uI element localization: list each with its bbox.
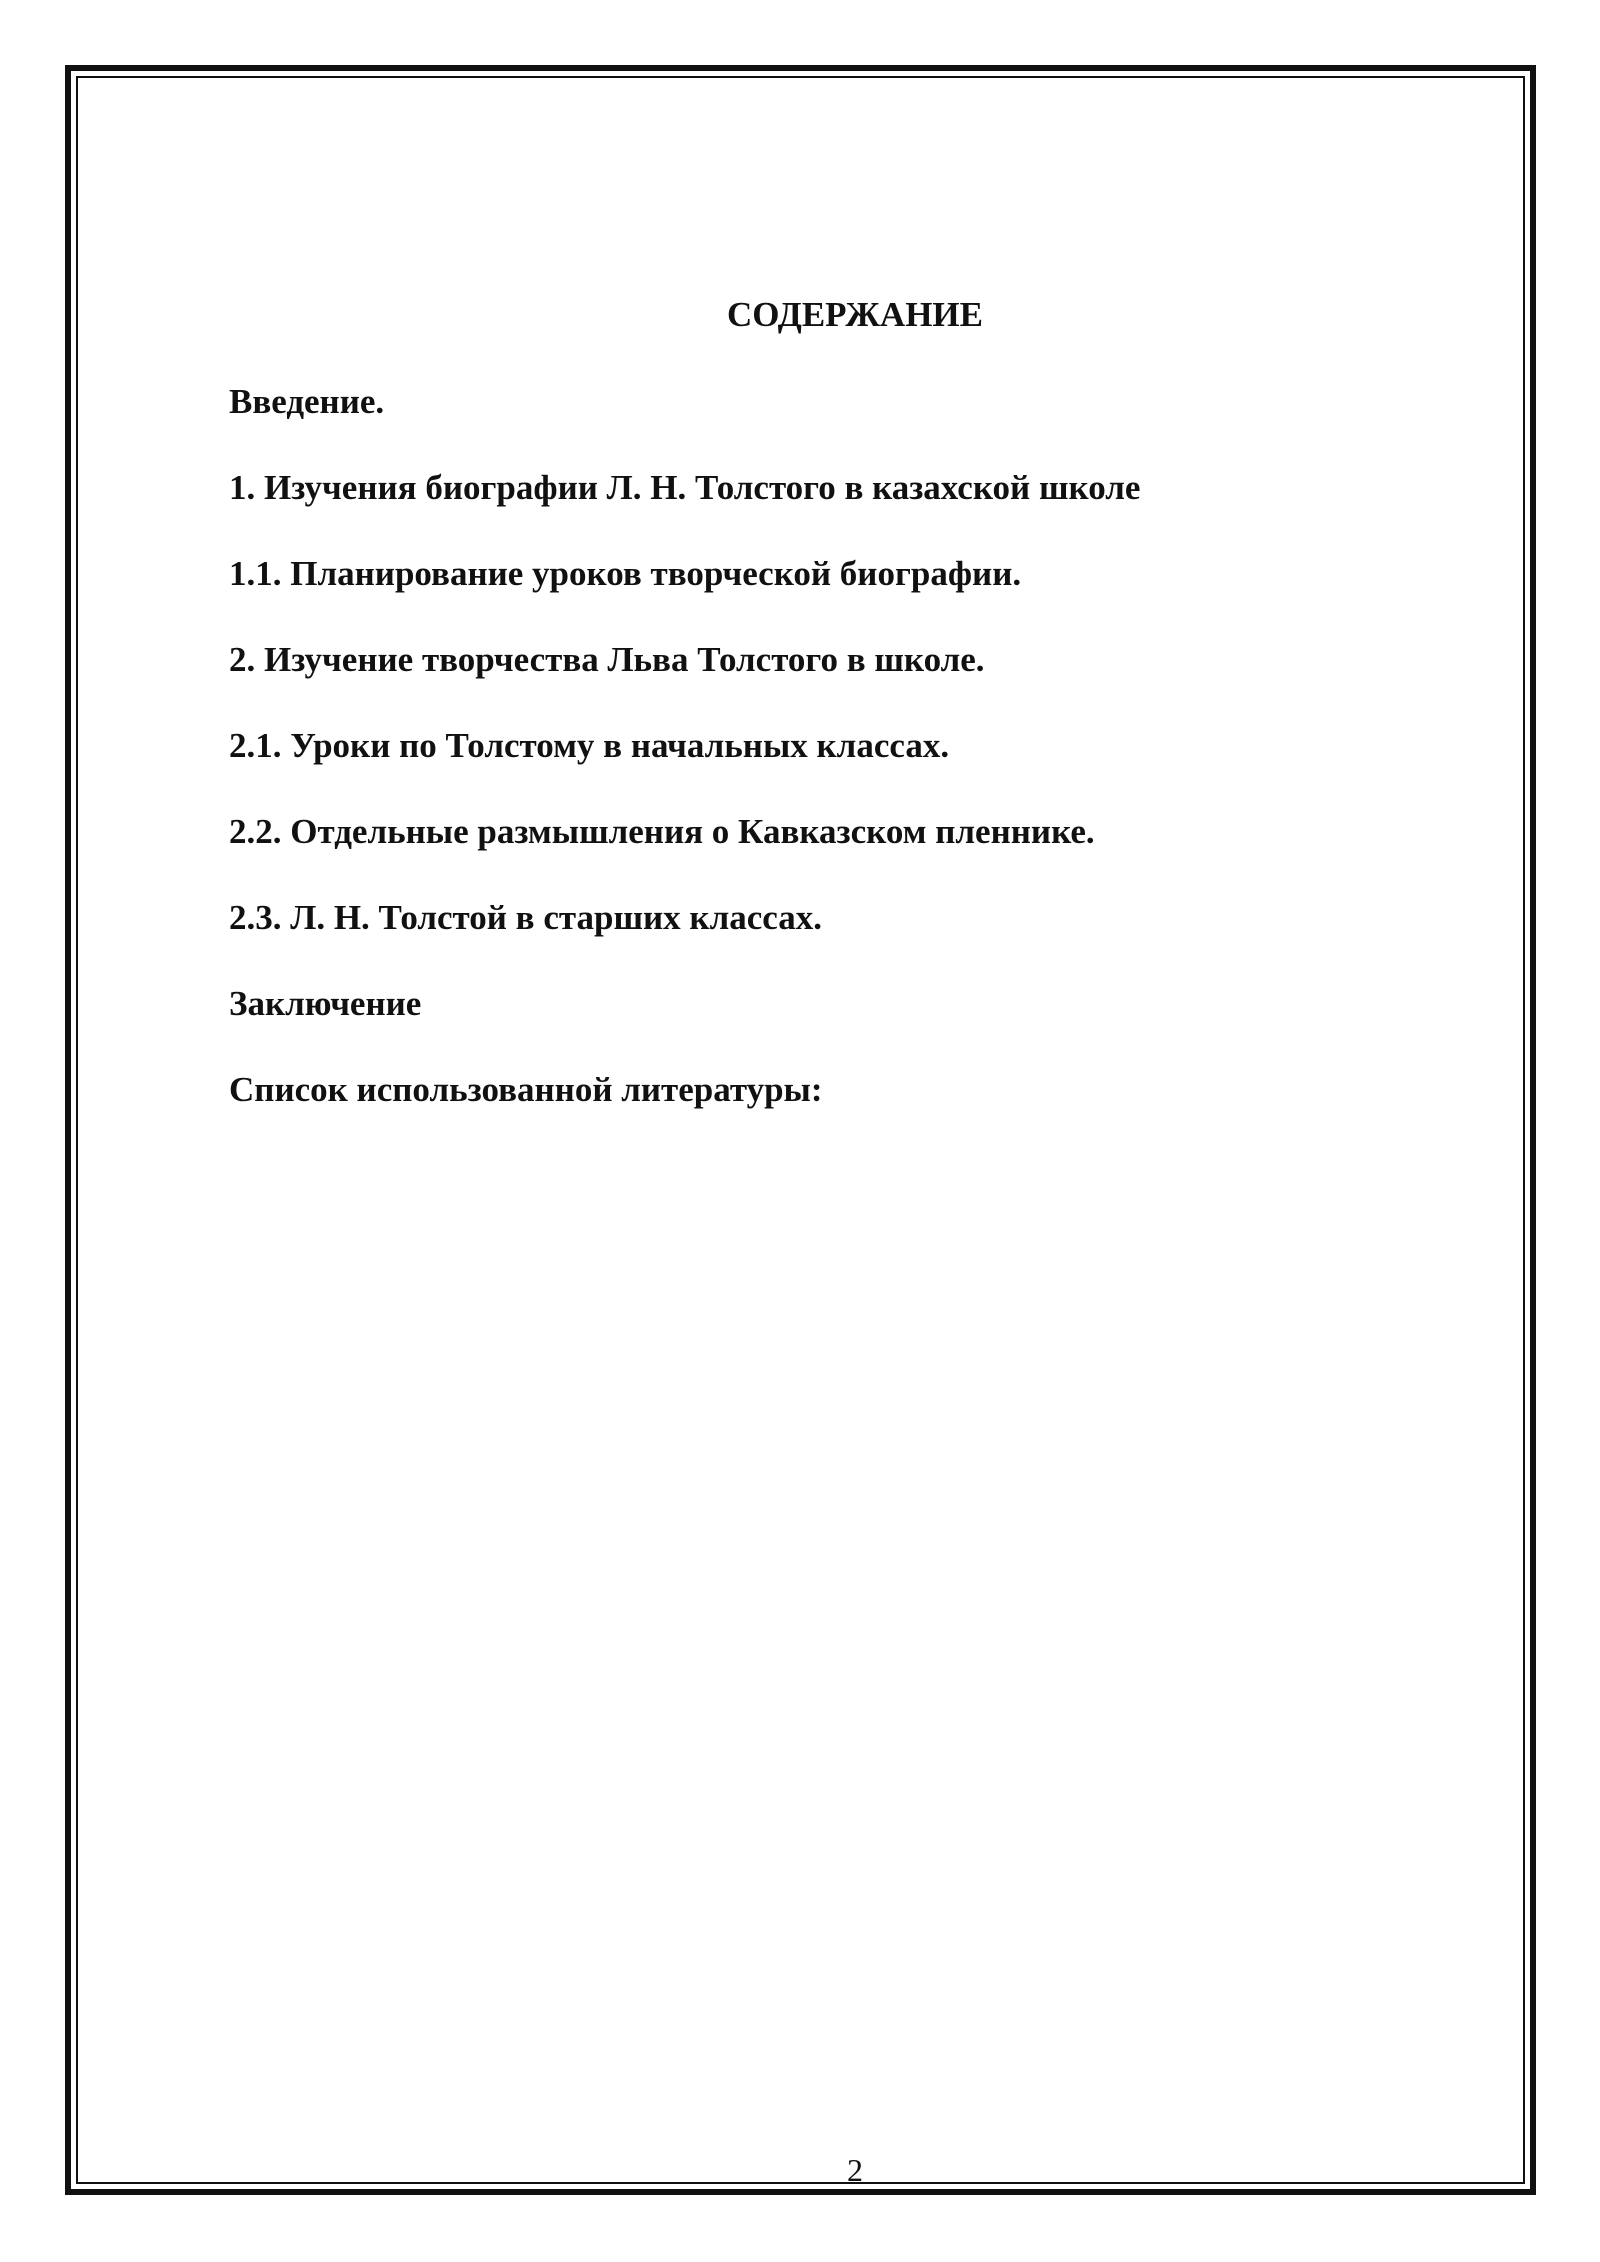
toc-entry-references: Список использованной литературы: bbox=[229, 1070, 823, 1109]
page-number: 2 bbox=[847, 2152, 863, 2188]
toc-entry-section-2-1: 2.1. Уроки по Толстому в начальных классах. bbox=[229, 726, 950, 765]
toc-entry-chapter-1: 1. Изучения биографии Л. Н. Толстого в казахской школе bbox=[229, 468, 1141, 507]
toc-entry-conclusion: Заключение bbox=[229, 984, 422, 1023]
toc-title: СОДЕРЖАНИЕ bbox=[726, 295, 983, 334]
table-of-contents bbox=[229, 378, 1140, 1152]
toc-entry-section-2-2: 2.2. Отдельные размышления о Кавказском пленнике. bbox=[229, 812, 1095, 851]
toc-entry-chapter-2: 2. Изучение творчества Льва Толстого в школе. bbox=[229, 640, 985, 679]
toc-entry-introduction: Введение. bbox=[229, 382, 385, 421]
toc-entry-section-2-3: 2.3. Л. Н. Толстой в старших классах. bbox=[229, 898, 822, 937]
toc-entry-section-1-1: 1.1. Планирование уроков творческой биографии. bbox=[229, 554, 1022, 593]
